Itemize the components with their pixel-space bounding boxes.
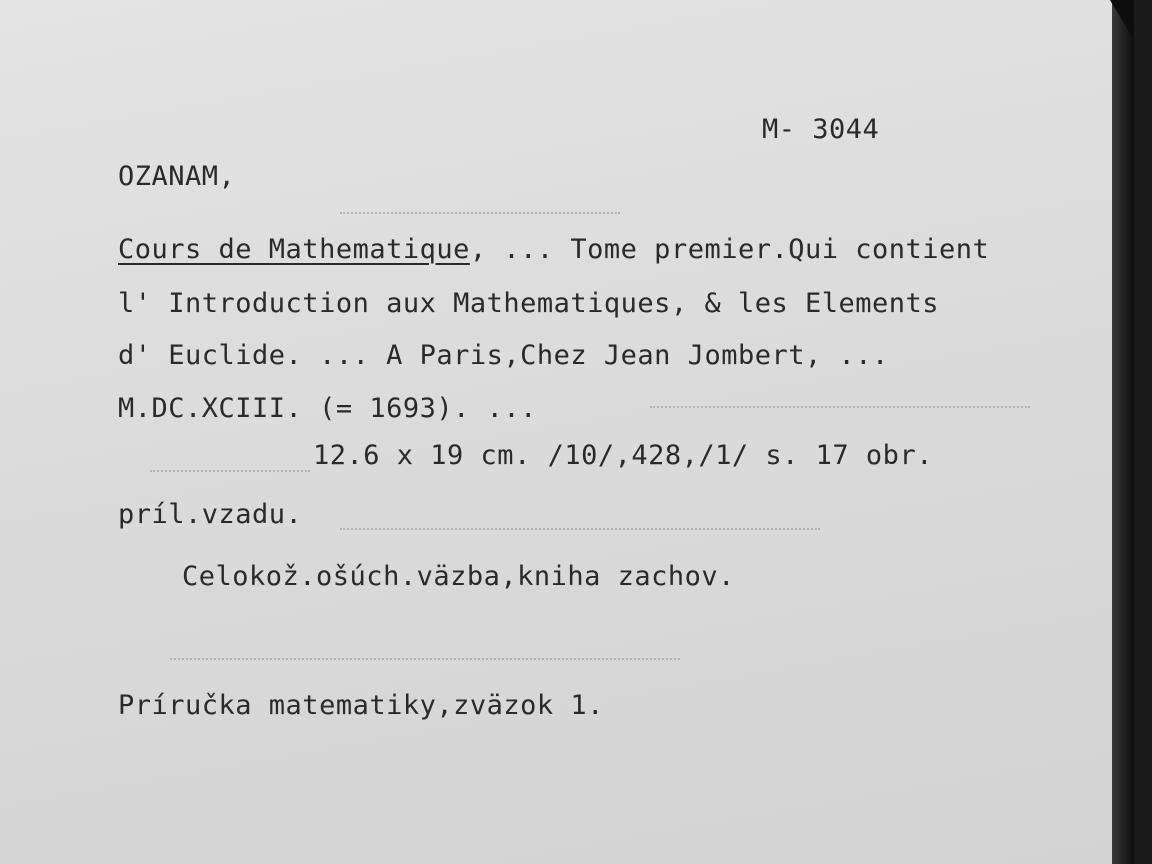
imprint-date-line: M.DC.XCIII. (= 1693). ...	[118, 393, 537, 424]
title-continuation: , ... Tome premier.Qui contient	[469, 234, 990, 265]
collation-line: 12.6 x 19 cm. /10/,428,/1/ s. 17 obr.	[313, 440, 933, 471]
faint-dotted-rule	[340, 212, 620, 214]
author-heading: OZANAM,	[118, 161, 236, 192]
faint-dotted-rule	[340, 528, 820, 530]
title-underlined: Cours de Mathematique	[118, 234, 470, 265]
call-number: M- 3044	[762, 114, 880, 145]
title-line	[118, 236, 989, 263]
appendix-note: príl.vzadu.	[118, 499, 303, 530]
card-edge-shadow	[1112, 0, 1134, 864]
subject-note: Príručka matematiky,zväzok 1.	[118, 690, 604, 721]
binding-condition-note: Celokož.ošúch.väzba,kniha zachov.	[182, 561, 735, 592]
faint-dotted-rule	[150, 470, 310, 472]
description-line-2: l' Introduction aux Mathematiques, & les Elements	[118, 288, 940, 319]
faint-dotted-rule	[170, 658, 680, 660]
description-line-3: d' Euclide. ... A Paris,Chez Jean Jombert, ...	[118, 340, 889, 371]
faint-dotted-rule	[650, 406, 1030, 408]
